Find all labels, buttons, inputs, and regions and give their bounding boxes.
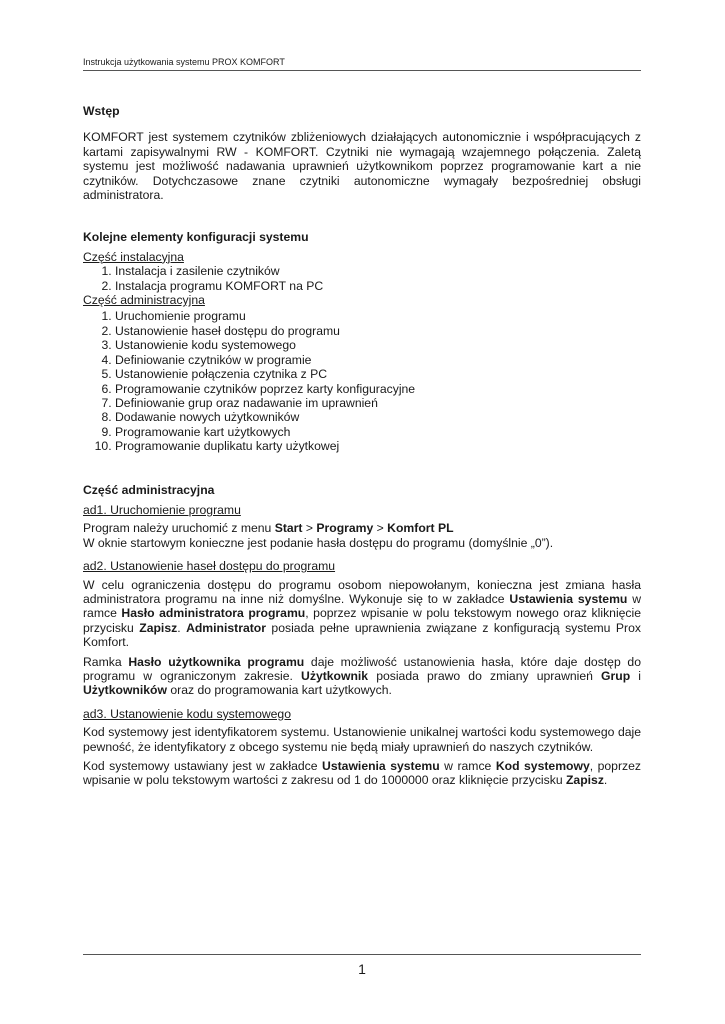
running-header: Instrukcja użytkowania systemu PROX KOMFORT xyxy=(83,57,641,71)
footer-rule xyxy=(83,954,641,955)
admin-label: Część administracyjna xyxy=(83,293,205,308)
install-list xyxy=(83,264,641,293)
list-item: 5. Ustanowienie połączenia czytnika z PC xyxy=(115,367,641,381)
list-item: 1. Instalacja i zasilenie czytników xyxy=(115,264,641,278)
list-item: 9. Programowanie kart użytkowych xyxy=(115,425,641,439)
list-item: 8. Dodawanie nowych użytkowników xyxy=(115,410,641,424)
ad3-title: ad3. Ustanowienie kodu systemowego xyxy=(83,706,291,721)
intro-paragraph: KOMFORT jest systemem czytników zbliżeniowych działających autonomicznie i współpracujących z kartami zapisywalnymi RW - KOMFORT. Czytniki nie wymagają wzajemnego połączenia. Zaletą systemu jest możliwość nadawania uprawnień użytkownikom poprzez programowanie kart a nie czytników. Dotychczasowe znane czytniki autonomiczne wymagały bezpośredniej obsługi administratora. xyxy=(83,130,641,203)
ad1-title: ad1. Uruchomienie programu xyxy=(83,502,241,517)
ad2-title: ad2. Ustanowienie haseł dostępu do programu xyxy=(83,559,336,574)
ad1-line1: Program należy uruchomić z menu Start > Programy > Komfort PL xyxy=(83,521,454,536)
ad3-paragraph-1: Kod systemowy jest identyfikatorem systemu. Ustanowienie unikalnej wartości kodu systemowego daje pewność, że identyfikatory z obcego systemu nie będą miały uprawnień do naszych czytników. xyxy=(83,725,641,754)
ad3-paragraph-2: Kod systemowy ustawiany jest w zakładce Ustawienia systemu w ramce Kod systemowy, poprzez wpisanie w polu tekstowym wartości z zakresu od 1 do 1000000 oraz kliknięcie przycisku Zapisz. xyxy=(83,759,641,788)
list-item: 2. Ustanowienie haseł dostępu do programu xyxy=(115,324,641,338)
page-content xyxy=(83,104,641,788)
list-item: 6. Programowanie czytników poprzez karty konfiguracyjne xyxy=(115,382,641,396)
list-item: 4. Definiowanie czytników w programie xyxy=(115,353,641,367)
admin-heading: Część administracyjna xyxy=(83,482,215,497)
list-item: 2. Instalacja programu KOMFORT na PC xyxy=(115,279,641,293)
intro-heading: Wstęp xyxy=(83,104,120,118)
install-label: Część instalacyjna xyxy=(83,249,184,264)
admin-list xyxy=(83,309,641,453)
config-heading: Kolejne elementy konfiguracji systemu xyxy=(83,230,309,245)
list-item: 1. Uruchomienie programu xyxy=(115,309,641,323)
ad2-paragraph-1: W celu ograniczenia dostępu do programu osobom niepowołanym, konieczna jest zmiana hasła administratora programu na inne niż domyślne. Wykonuje się to w zakładce Ustawienia systemu w ramce Hasło administratora programu, poprzez wpisanie w polu tekstowym nowego oraz kliknięcie przycisku Zapisz. Administrator posiada pełne uprawnienia związane z konfiguracją systemu Prox Komfort. xyxy=(83,577,642,650)
list-item: 10. Programowanie duplikatu karty użytkowej xyxy=(115,439,641,453)
ad2-paragraph-2: Ramka Hasło użytkownika programu daje możliwość ustanowienia hasła, które daje dostęp do programu w ograniczonym zakresie. Użytkownik posiada prawo do zmiany uprawnień Grup i Użytkowników oraz do programowania kart użytkowych. xyxy=(83,654,641,698)
list-item: 3. Ustanowienie kodu systemowego xyxy=(115,338,641,352)
ad1-line2: W oknie startowym konieczne jest podanie hasła dostępu do programu (domyślnie „0”). xyxy=(83,535,554,550)
page-number: 1 xyxy=(358,961,366,977)
list-item: 7. Definiowanie grup oraz nadawanie im uprawnień xyxy=(115,396,641,410)
